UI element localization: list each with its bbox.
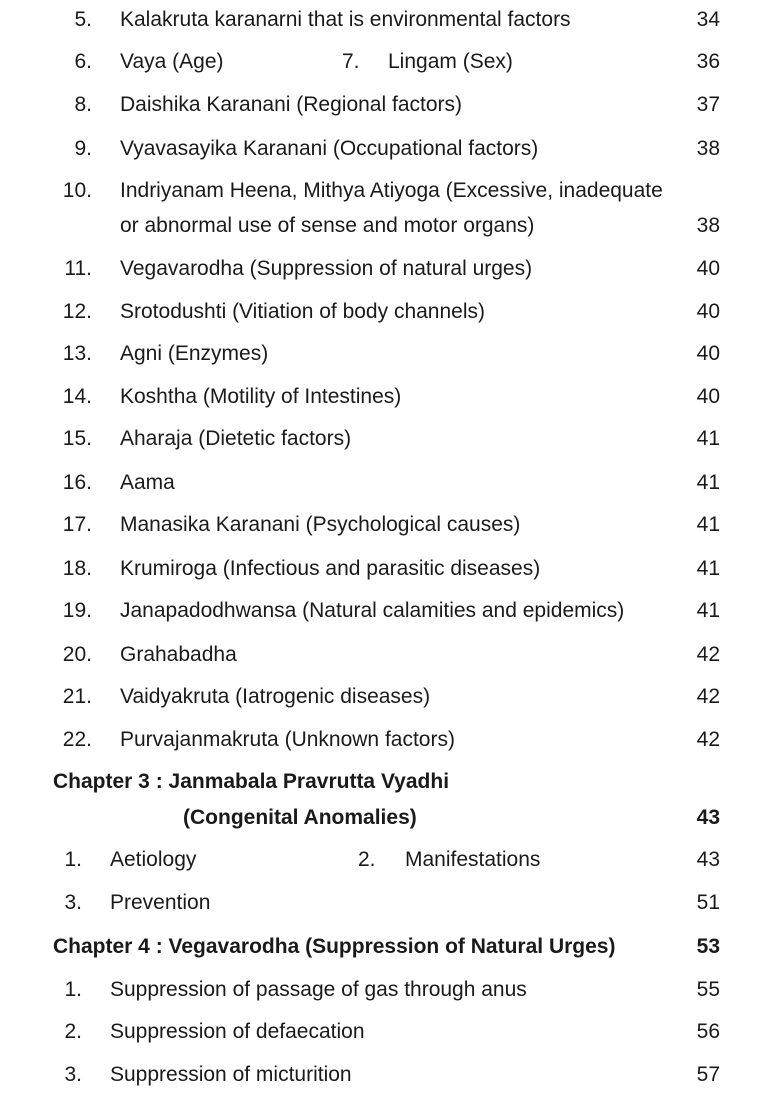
chapter-3-subheading	[0, 804, 780, 832]
entry-number: 8.	[74, 93, 92, 116]
entry-title: Suppression of passage of gas through anus	[110, 978, 527, 1001]
entry-number: 17.	[62, 513, 92, 536]
entry-page: 43	[696, 848, 720, 871]
chapter-title: Chapter 4 : Vegavarodha (Suppression of Natural Urges)	[53, 935, 616, 958]
toc-entry	[0, 597, 780, 625]
entry-page: 37	[696, 93, 720, 116]
toc-entry	[0, 340, 780, 368]
entry-page: 34	[696, 8, 720, 31]
toc-entry	[0, 641, 780, 669]
toc-entry	[0, 425, 780, 453]
entry-number: 12.	[62, 300, 92, 323]
entry-page: 41	[696, 599, 720, 622]
entry-title: Janapadodhwansa (Natural calamities and epidemics)	[120, 599, 625, 622]
chapter-title: Chapter 3 : Janmabala Pravrutta Vyadhi	[53, 770, 450, 793]
toc-entry	[0, 469, 780, 497]
toc-entry	[0, 255, 780, 283]
chapter-page: 43	[696, 806, 720, 829]
entry-title: Manifestations	[405, 848, 541, 871]
toc-entry	[0, 177, 780, 205]
entry-title: or abnormal use of sense and motor organs)	[120, 214, 535, 237]
entry-title: Vyavasayika Karanani (Occupational factors)	[120, 137, 539, 160]
entry-title: Aharaja (Dietetic factors)	[120, 427, 352, 450]
toc-entry	[0, 383, 780, 411]
entry-title: Aama	[120, 471, 175, 494]
entry-page: 40	[696, 257, 720, 280]
entry-number: 3.	[64, 1063, 82, 1086]
toc-entry-continued	[0, 212, 780, 240]
entry-page: 40	[696, 342, 720, 365]
entry-number: 21.	[62, 685, 92, 708]
entry-page: 36	[696, 50, 720, 73]
entry-title: Koshtha (Motility of Intestines)	[120, 385, 402, 408]
entry-title: Prevention	[110, 891, 211, 914]
toc-entry	[0, 683, 780, 711]
entry-title: Vaya (Age)	[120, 50, 224, 73]
chapter-3-heading	[0, 768, 780, 796]
entry-number: 1.	[64, 848, 82, 871]
entry-page: 42	[696, 685, 720, 708]
entry-page: 55	[696, 978, 720, 1001]
toc-entry	[0, 889, 780, 917]
entry-number: 18.	[62, 557, 92, 580]
toc-entry	[0, 135, 780, 163]
entry-title: Daishika Karanani (Regional factors)	[120, 93, 462, 116]
entry-title: Vegavarodha (Suppression of natural urges)	[120, 257, 533, 280]
entry-title: Suppression of micturition	[110, 1063, 352, 1086]
entry-number: 1.	[64, 978, 82, 1001]
entry-title: Suppression of defaecation	[110, 1020, 365, 1043]
entry-title: Grahabadha	[120, 643, 237, 666]
entry-page: 56	[696, 1020, 720, 1043]
entry-number: 20.	[62, 643, 92, 666]
entry-page: 38	[696, 214, 720, 237]
entry-page: 41	[696, 513, 720, 536]
entry-page: 51	[696, 891, 720, 914]
entry-title: Agni (Enzymes)	[120, 342, 269, 365]
entry-page: 41	[696, 557, 720, 580]
entry-number: 6.	[74, 50, 92, 73]
entry-number: 10.	[62, 179, 92, 202]
entry-page: 41	[696, 471, 720, 494]
entry-title: Krumiroga (Infectious and parasitic diseases)	[120, 557, 541, 580]
toc-entry	[0, 48, 780, 76]
entry-number: 3.	[64, 891, 82, 914]
entry-number: 7.	[342, 50, 360, 73]
toc-entry	[0, 511, 780, 539]
entry-number: 15.	[62, 427, 92, 450]
chapter-page: 53	[696, 935, 720, 958]
entry-page: 40	[696, 385, 720, 408]
entry-number: 22.	[62, 728, 92, 751]
toc-entry	[0, 6, 780, 34]
chapter-subtitle: (Congenital Anomalies)	[183, 806, 417, 829]
entry-page: 40	[696, 300, 720, 323]
entry-number: 19.	[62, 599, 92, 622]
entry-page: 42	[696, 728, 720, 751]
toc-entry	[0, 298, 780, 326]
entry-page: 38	[696, 137, 720, 160]
entry-page: 41	[696, 427, 720, 450]
entry-page: 42	[696, 643, 720, 666]
toc-entry	[0, 726, 780, 754]
toc-entry	[0, 555, 780, 583]
entry-number: 13.	[62, 342, 92, 365]
entry-title: Indriyanam Heena, Mithya Atiyoga (Excessive, inadequate	[120, 179, 663, 202]
entry-number: 5.	[74, 8, 92, 31]
entry-number: 14.	[62, 385, 92, 408]
entry-title: Lingam (Sex)	[388, 50, 513, 73]
toc-entry	[0, 1061, 780, 1089]
toc-entry	[0, 846, 780, 874]
entry-title: Aetiology	[110, 848, 197, 871]
entry-title: Srotodushti (Vitiation of body channels)	[120, 300, 485, 323]
entry-number: 16.	[62, 471, 92, 494]
entry-number: 2.	[64, 1020, 82, 1043]
entry-title: Manasika Karanani (Psychological causes)	[120, 513, 521, 536]
toc-entry	[0, 91, 780, 119]
chapter-4-heading	[0, 933, 780, 961]
entry-number: 9.	[74, 137, 92, 160]
entry-title: Purvajanmakruta (Unknown factors)	[120, 728, 455, 751]
toc-entry	[0, 976, 780, 1004]
toc-entry	[0, 1018, 780, 1046]
entry-title: Kalakruta karanarni that is environmental factors	[120, 8, 571, 31]
entry-title: Vaidyakruta (Iatrogenic diseases)	[120, 685, 431, 708]
entry-page: 57	[696, 1063, 720, 1086]
entry-number: 2.	[358, 848, 376, 871]
entry-number: 11.	[64, 257, 92, 280]
